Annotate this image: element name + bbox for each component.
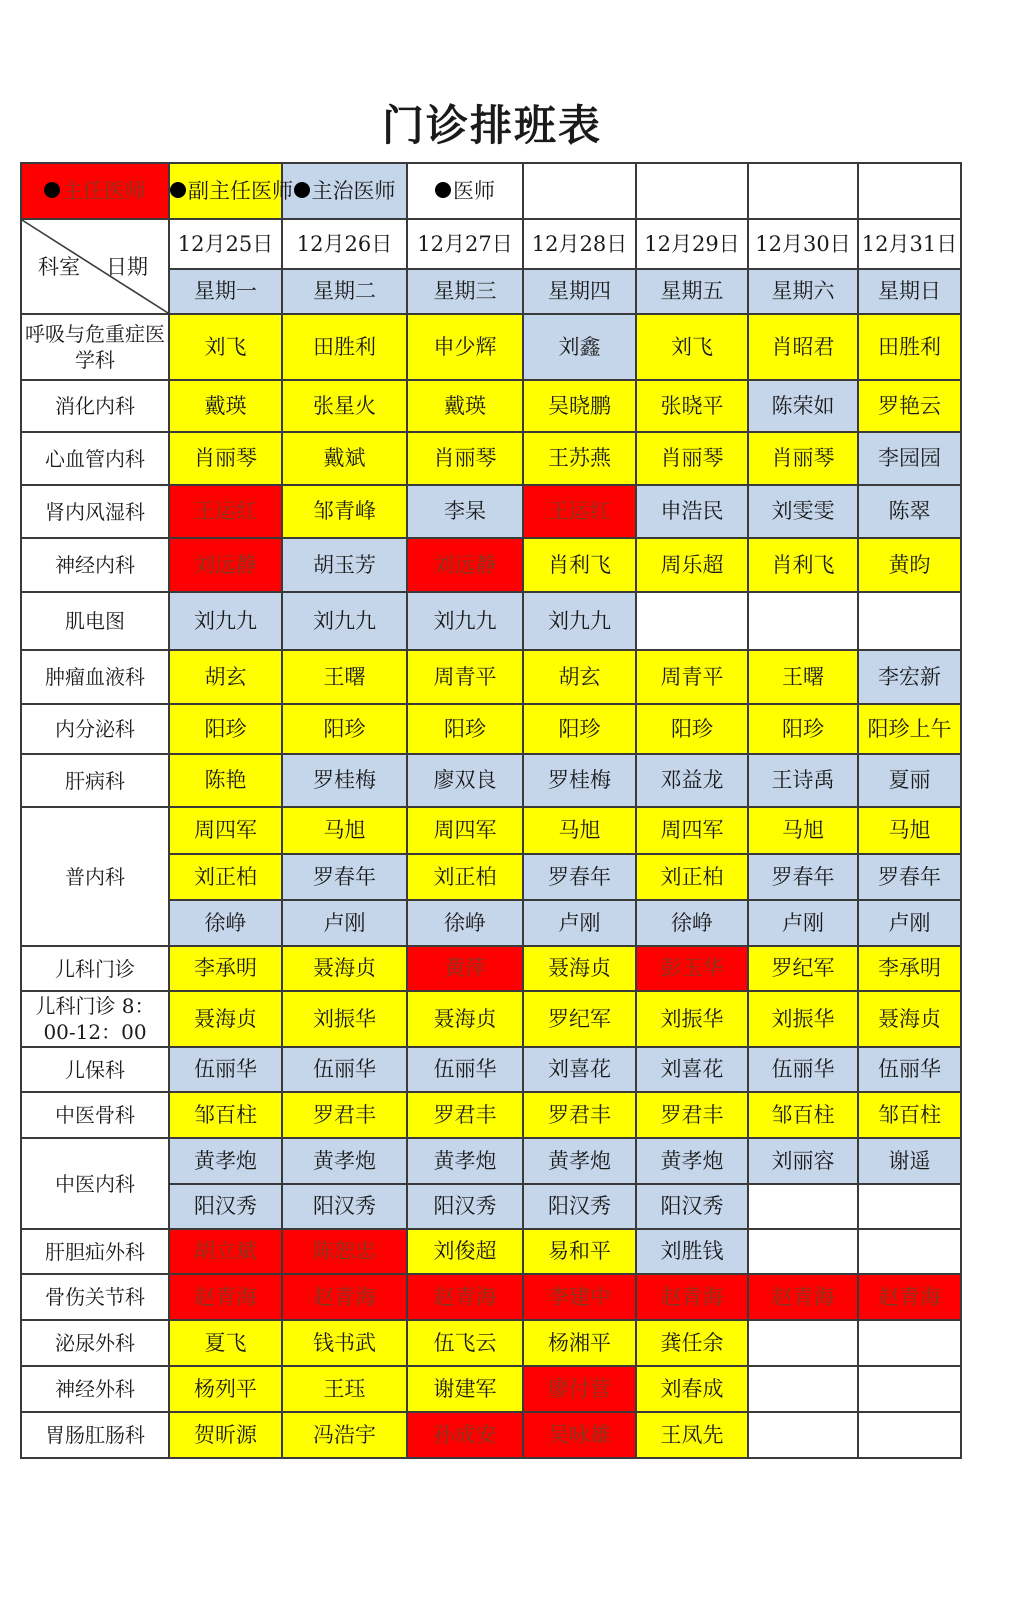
doctor-cell: 罗春年 bbox=[523, 854, 636, 900]
doctor-cell: 周四军 bbox=[169, 807, 282, 854]
doctor-cell: 赵青海 bbox=[169, 1274, 282, 1320]
department-name: 中医内科 bbox=[21, 1138, 169, 1229]
weekday-header: 星期二 bbox=[282, 269, 407, 314]
doctor-cell: 肖丽琴 bbox=[169, 432, 282, 485]
doctor-cell: 李承明 bbox=[169, 946, 282, 991]
doctor-cell: 冯浩宇 bbox=[282, 1412, 407, 1458]
doctor-cell: 刘九九 bbox=[169, 592, 282, 650]
doctor-cell: 卢刚 bbox=[748, 900, 858, 946]
department-name: 神经内科 bbox=[21, 538, 169, 592]
date-header: 12月28日 bbox=[523, 219, 636, 269]
schedule-row bbox=[21, 1229, 961, 1274]
doctor-cell: 戴斌 bbox=[282, 432, 407, 485]
doctor-cell: 卢刚 bbox=[282, 900, 407, 946]
legend-deputy: 副主任医师 bbox=[169, 163, 282, 219]
doctor-cell: 阳珍 bbox=[407, 704, 523, 754]
doctor-cell: 谢遥 bbox=[858, 1138, 961, 1184]
doctor-cell: 杨湘平 bbox=[523, 1320, 636, 1366]
date-header: 12月31日 bbox=[858, 219, 961, 269]
doctor-cell: 黄孝炮 bbox=[282, 1138, 407, 1184]
doctor-cell: 周四军 bbox=[407, 807, 523, 854]
doctor-cell: 阳珍 bbox=[523, 704, 636, 754]
doctor-cell: 马旭 bbox=[282, 807, 407, 854]
doctor-cell: 刘鑫 bbox=[523, 314, 636, 380]
doctor-cell: 胡玄 bbox=[169, 650, 282, 704]
empty-cell bbox=[858, 1320, 961, 1366]
doctor-cell: 王曙 bbox=[748, 650, 858, 704]
legend-chief: 主任医师 bbox=[21, 163, 169, 219]
doctor-cell: 申浩民 bbox=[636, 485, 748, 538]
department-name: 骨伤关节科 bbox=[21, 1274, 169, 1320]
doctor-cell: 刘正柏 bbox=[169, 854, 282, 900]
doctor-cell: 廖双良 bbox=[407, 754, 523, 807]
doctor-cell: 聂海贞 bbox=[169, 991, 282, 1047]
schedule-row bbox=[21, 991, 961, 1047]
doctor-cell: 刘九九 bbox=[407, 592, 523, 650]
date-row bbox=[21, 219, 961, 269]
doctor-cell: 伍丽华 bbox=[858, 1047, 961, 1092]
empty-cell bbox=[858, 592, 961, 650]
doctor-cell: 陈翠 bbox=[858, 485, 961, 538]
doctor-cell: 罗纪军 bbox=[523, 991, 636, 1047]
doctor-cell: 黄昀 bbox=[858, 538, 961, 592]
department-name: 内分泌科 bbox=[21, 704, 169, 754]
doctor-cell: 王苏燕 bbox=[523, 432, 636, 485]
department-name: 肝胆疝外科 bbox=[21, 1229, 169, 1274]
doctor-cell: 张晓平 bbox=[636, 380, 748, 432]
doctor-cell: 刘飞 bbox=[636, 314, 748, 380]
empty-cell bbox=[748, 1229, 858, 1274]
doctor-cell: 伍丽华 bbox=[169, 1047, 282, 1092]
schedule-row bbox=[21, 1320, 961, 1366]
doctor-cell: 伍丽华 bbox=[407, 1047, 523, 1092]
doctor-cell: 吴晓鹏 bbox=[523, 380, 636, 432]
schedule-row bbox=[21, 754, 961, 807]
empty-cell bbox=[858, 1366, 961, 1412]
weekday-header: 星期六 bbox=[748, 269, 858, 314]
doctor-cell: 聂海贞 bbox=[282, 946, 407, 991]
schedule-row bbox=[21, 592, 961, 650]
doctor-cell: 李宏新 bbox=[858, 650, 961, 704]
doctor-cell: 贺昕源 bbox=[169, 1412, 282, 1458]
doctor-cell: 黄孝炮 bbox=[169, 1138, 282, 1184]
doctor-cell: 刘喜花 bbox=[523, 1047, 636, 1092]
weekday-header: 星期日 bbox=[858, 269, 961, 314]
doctor-cell: 赵青海 bbox=[748, 1274, 858, 1320]
empty-cell bbox=[858, 1229, 961, 1274]
legend-empty bbox=[858, 163, 961, 219]
date-header: 12月29日 bbox=[636, 219, 748, 269]
doctor-cell: 刘远静 bbox=[169, 538, 282, 592]
doctor-cell: 邹百柱 bbox=[169, 1092, 282, 1138]
doctor-cell: 阳珍 bbox=[282, 704, 407, 754]
bullet-icon bbox=[44, 182, 60, 198]
doctor-cell: 肖丽琴 bbox=[636, 432, 748, 485]
department-name: 儿保科 bbox=[21, 1047, 169, 1092]
doctor-cell: 刘春成 bbox=[636, 1366, 748, 1412]
doctor-cell: 邹百柱 bbox=[858, 1092, 961, 1138]
department-name: 心血管内科 bbox=[21, 432, 169, 485]
doctor-cell: 刘喜花 bbox=[636, 1047, 748, 1092]
empty-cell bbox=[636, 592, 748, 650]
doctor-cell: 王运红 bbox=[523, 485, 636, 538]
schedule-row bbox=[21, 1274, 961, 1320]
doctor-cell: 戴瑛 bbox=[407, 380, 523, 432]
schedule-row bbox=[21, 650, 961, 704]
empty-cell bbox=[748, 1366, 858, 1412]
doctor-cell: 戴瑛 bbox=[169, 380, 282, 432]
doctor-cell: 廖付营 bbox=[523, 1366, 636, 1412]
doctor-cell: 杨列平 bbox=[169, 1366, 282, 1412]
doctor-cell: 聂海贞 bbox=[407, 991, 523, 1047]
doctor-cell: 伍丽华 bbox=[748, 1047, 858, 1092]
corner-header bbox=[21, 219, 169, 314]
department-name: 呼吸与危重症医学科 bbox=[21, 314, 169, 380]
schedule-row bbox=[21, 538, 961, 592]
doctor-cell: 徐峥 bbox=[407, 900, 523, 946]
doctor-cell: 孙成安 bbox=[407, 1412, 523, 1458]
empty-cell bbox=[748, 592, 858, 650]
legend-attending: 主治医师 bbox=[282, 163, 407, 219]
legend-empty bbox=[523, 163, 636, 219]
doctor-cell: 阳汉秀 bbox=[636, 1184, 748, 1229]
schedule-row bbox=[21, 1366, 961, 1412]
doctor-cell: 彭玉华 bbox=[636, 946, 748, 991]
doctor-cell: 赵青海 bbox=[858, 1274, 961, 1320]
schedule-row bbox=[21, 485, 961, 538]
doctor-cell: 刘九九 bbox=[282, 592, 407, 650]
doctor-cell: 周青平 bbox=[636, 650, 748, 704]
doctor-cell: 邹百柱 bbox=[748, 1092, 858, 1138]
doctor-cell: 胡玉芳 bbox=[282, 538, 407, 592]
department-name: 肌电图 bbox=[21, 592, 169, 650]
doctor-cell: 邓益龙 bbox=[636, 754, 748, 807]
department-name: 胃肠肛肠科 bbox=[21, 1412, 169, 1458]
doctor-cell: 罗桂梅 bbox=[282, 754, 407, 807]
doctor-cell: 肖丽琴 bbox=[407, 432, 523, 485]
doctor-cell: 卢刚 bbox=[858, 900, 961, 946]
doctor-cell: 聂海贞 bbox=[523, 946, 636, 991]
doctor-cell: 阳珍 bbox=[636, 704, 748, 754]
corner-date-label: 日期 bbox=[106, 255, 148, 279]
schedule-row bbox=[21, 1138, 961, 1184]
doctor-cell: 刘九九 bbox=[523, 592, 636, 650]
doctor-cell: 徐峥 bbox=[169, 900, 282, 946]
doctor-cell: 邹青峰 bbox=[282, 485, 407, 538]
weekday-header: 星期三 bbox=[407, 269, 523, 314]
doctor-cell: 阳汉秀 bbox=[282, 1184, 407, 1229]
schedule-row bbox=[21, 946, 961, 991]
doctor-cell: 周四军 bbox=[636, 807, 748, 854]
doctor-cell: 罗君丰 bbox=[407, 1092, 523, 1138]
schedule-row bbox=[21, 1092, 961, 1138]
doctor-cell: 钱书武 bbox=[282, 1320, 407, 1366]
doctor-cell: 罗春年 bbox=[858, 854, 961, 900]
legend-empty bbox=[748, 163, 858, 219]
bullet-icon bbox=[435, 182, 451, 198]
doctor-cell: 李杲 bbox=[407, 485, 523, 538]
doctor-cell: 刘振华 bbox=[636, 991, 748, 1047]
doctor-cell: 刘俊超 bbox=[407, 1229, 523, 1274]
empty-cell bbox=[858, 1184, 961, 1229]
doctor-cell: 阳珍上午 bbox=[858, 704, 961, 754]
doctor-cell: 谢建军 bbox=[407, 1366, 523, 1412]
doctor-cell: 刘正柏 bbox=[636, 854, 748, 900]
doctor-cell: 刘丽容 bbox=[748, 1138, 858, 1184]
empty-cell bbox=[748, 1412, 858, 1458]
doctor-cell: 罗纪军 bbox=[748, 946, 858, 991]
department-name: 中医骨科 bbox=[21, 1092, 169, 1138]
doctor-cell: 周乐超 bbox=[636, 538, 748, 592]
doctor-cell: 王曙 bbox=[282, 650, 407, 704]
date-header: 12月26日 bbox=[282, 219, 407, 269]
department-name: 泌尿外科 bbox=[21, 1320, 169, 1366]
doctor-cell: 胡立斌 bbox=[169, 1229, 282, 1274]
weekday-header: 星期一 bbox=[169, 269, 282, 314]
doctor-cell: 刘振华 bbox=[748, 991, 858, 1047]
department-name: 肿瘤血液科 bbox=[21, 650, 169, 704]
bullet-icon bbox=[294, 182, 310, 198]
schedule-row bbox=[21, 1047, 961, 1092]
doctor-cell: 田胜利 bbox=[858, 314, 961, 380]
bullet-icon bbox=[170, 182, 186, 198]
doctor-cell: 周青平 bbox=[407, 650, 523, 704]
doctor-cell: 黄孝炮 bbox=[407, 1138, 523, 1184]
schedule-row bbox=[21, 807, 961, 854]
doctor-cell: 陈恕忠 bbox=[282, 1229, 407, 1274]
doctor-cell: 肖利飞 bbox=[523, 538, 636, 592]
doctor-cell: 龚任余 bbox=[636, 1320, 748, 1366]
doctor-cell: 赵青海 bbox=[407, 1274, 523, 1320]
doctor-cell: 赵青海 bbox=[282, 1274, 407, 1320]
doctor-cell: 伍丽华 bbox=[282, 1047, 407, 1092]
doctor-cell: 罗君丰 bbox=[636, 1092, 748, 1138]
schedule-row bbox=[21, 432, 961, 485]
page-title: 门诊排班表 bbox=[381, 101, 602, 150]
department-name: 肾内风湿科 bbox=[21, 485, 169, 538]
doctor-cell: 夏飞 bbox=[169, 1320, 282, 1366]
department-name: 普内科 bbox=[21, 807, 169, 946]
department-name: 神经外科 bbox=[21, 1366, 169, 1412]
date-header: 12月27日 bbox=[407, 219, 523, 269]
doctor-cell: 阳珍 bbox=[169, 704, 282, 754]
doctor-cell: 黄孝炮 bbox=[523, 1138, 636, 1184]
department-name: 消化内科 bbox=[21, 380, 169, 432]
date-header: 12月25日 bbox=[169, 219, 282, 269]
doctor-cell: 阳汉秀 bbox=[407, 1184, 523, 1229]
doctor-cell: 肖利飞 bbox=[748, 538, 858, 592]
doctor-cell: 徐峥 bbox=[636, 900, 748, 946]
doctor-cell: 刘正柏 bbox=[407, 854, 523, 900]
doctor-cell: 陈荣如 bbox=[748, 380, 858, 432]
doctor-cell: 刘远静 bbox=[407, 538, 523, 592]
weekday-header: 星期四 bbox=[523, 269, 636, 314]
doctor-cell: 田胜利 bbox=[282, 314, 407, 380]
doctor-cell: 罗艳云 bbox=[858, 380, 961, 432]
doctor-cell: 聂海贞 bbox=[858, 991, 961, 1047]
doctor-cell: 王珏 bbox=[282, 1366, 407, 1412]
doctor-cell: 罗春年 bbox=[282, 854, 407, 900]
empty-cell bbox=[858, 1412, 961, 1458]
legend-row bbox=[21, 163, 961, 219]
doctor-cell: 陈艳 bbox=[169, 754, 282, 807]
department-name: 儿科门诊 bbox=[21, 946, 169, 991]
department-name: 儿科门诊 8：00-12：00 bbox=[21, 991, 169, 1047]
doctor-cell: 胡玄 bbox=[523, 650, 636, 704]
empty-cell bbox=[748, 1184, 858, 1229]
doctor-cell: 阳珍 bbox=[748, 704, 858, 754]
doctor-cell: 王诗禹 bbox=[748, 754, 858, 807]
doctor-cell: 李园园 bbox=[858, 432, 961, 485]
doctor-cell: 王运红 bbox=[169, 485, 282, 538]
doctor-cell: 张星火 bbox=[282, 380, 407, 432]
doctor-cell: 肖昭君 bbox=[748, 314, 858, 380]
doctor-cell: 黄萍 bbox=[407, 946, 523, 991]
doctor-cell: 刘振华 bbox=[282, 991, 407, 1047]
doctor-cell: 刘胜钱 bbox=[636, 1229, 748, 1274]
doctor-cell: 马旭 bbox=[748, 807, 858, 854]
schedule-row bbox=[21, 380, 961, 432]
doctor-cell: 罗春年 bbox=[748, 854, 858, 900]
schedule-row bbox=[21, 704, 961, 754]
doctor-cell: 罗君丰 bbox=[282, 1092, 407, 1138]
doctor-cell: 伍飞云 bbox=[407, 1320, 523, 1366]
department-name: 肝病科 bbox=[21, 754, 169, 807]
doctor-cell: 黄孝炮 bbox=[636, 1138, 748, 1184]
doctor-cell: 阳汉秀 bbox=[523, 1184, 636, 1229]
doctor-cell: 易和平 bbox=[523, 1229, 636, 1274]
schedule-row bbox=[21, 314, 961, 380]
doctor-cell: 马旭 bbox=[858, 807, 961, 854]
doctor-cell: 卢刚 bbox=[523, 900, 636, 946]
schedule-row bbox=[21, 1412, 961, 1458]
doctor-cell: 刘飞 bbox=[169, 314, 282, 380]
doctor-cell: 李建中 bbox=[523, 1274, 636, 1320]
doctor-cell: 阳汉秀 bbox=[169, 1184, 282, 1229]
doctor-cell: 赵青海 bbox=[636, 1274, 748, 1320]
doctor-cell: 王凤先 bbox=[636, 1412, 748, 1458]
doctor-cell: 肖丽琴 bbox=[748, 432, 858, 485]
doctor-cell: 罗桂梅 bbox=[523, 754, 636, 807]
legend-physician: 医师 bbox=[407, 163, 523, 219]
doctor-cell: 吴咏雄 bbox=[523, 1412, 636, 1458]
schedule-table bbox=[20, 162, 962, 1459]
legend-empty bbox=[636, 163, 748, 219]
doctor-cell: 刘雯雯 bbox=[748, 485, 858, 538]
doctor-cell: 罗君丰 bbox=[523, 1092, 636, 1138]
date-header: 12月30日 bbox=[748, 219, 858, 269]
doctor-cell: 申少辉 bbox=[407, 314, 523, 380]
doctor-cell: 夏丽 bbox=[858, 754, 961, 807]
doctor-cell: 李承明 bbox=[858, 946, 961, 991]
weekday-header: 星期五 bbox=[636, 269, 748, 314]
corner-dept-label: 科室 bbox=[38, 255, 80, 279]
empty-cell bbox=[748, 1320, 858, 1366]
doctor-cell: 马旭 bbox=[523, 807, 636, 854]
